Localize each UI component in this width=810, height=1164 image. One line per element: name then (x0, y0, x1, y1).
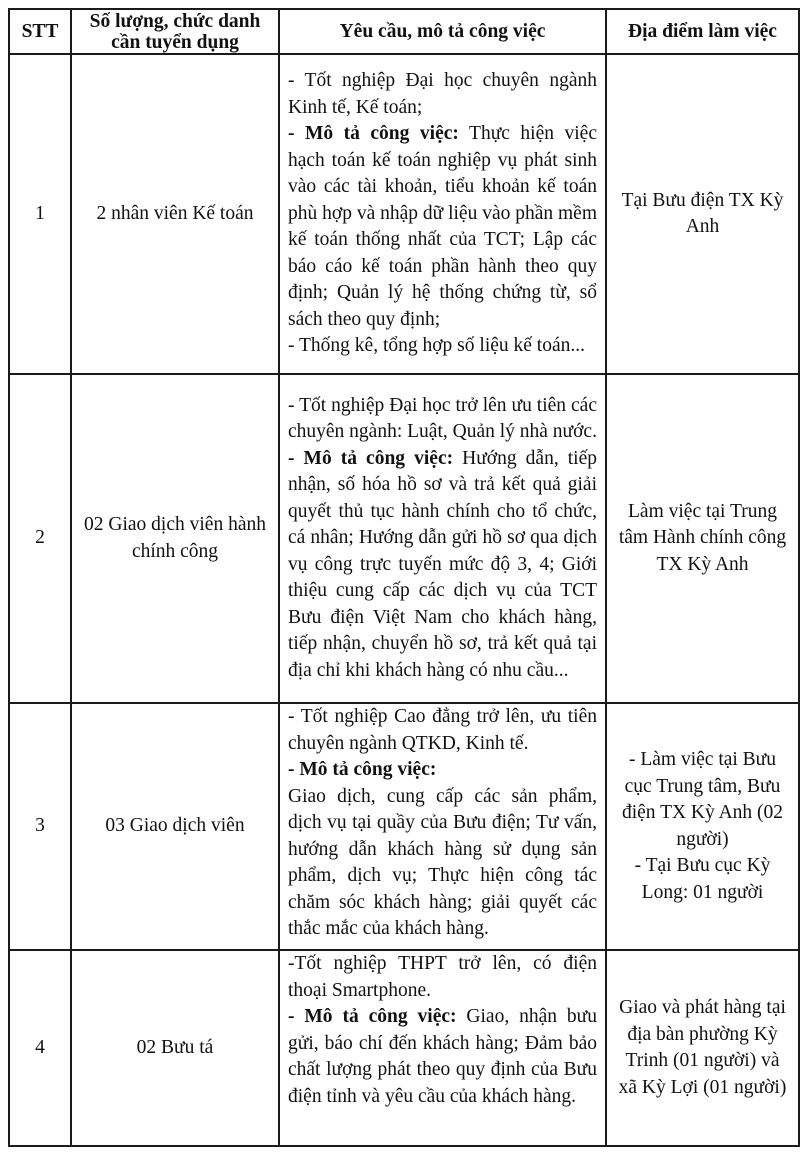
qualification-text: - Tốt nghiệp Đại học chuyên ngành Kinh tế, Kế toán; (288, 70, 597, 118)
qualification-text: - Tốt nghiệp Đại học trở lên ưu tiên các chuyên ngành: Luật, Quản lý nhà nước. (288, 394, 597, 443)
header-stt: STT (9, 9, 71, 54)
extra-text: - Thống kê, tổng hợp số liệu kế toán... (288, 335, 585, 357)
table-row (9, 54, 799, 374)
qualification-text: - Tốt nghiệp Cao đẳng trở lên, ưu tiên chuyên ngành QTKD, Kinh tế. (288, 706, 597, 754)
description-text: Giao dịch, cung cấp các sản phẩm, dịch vụ tại quầy của Bưu điện; Tư vấn, hướng dẫn khách hàng sử dụng sản phẩm, dịch vụ; Thực hiện công tác chăm sóc khách hàng; giải quyết các thắc mắc của khách hàng. (288, 785, 597, 939)
qualification-text: -Tốt nghiệp THPT trở lên, có điện thoại Smartphone. (288, 953, 597, 1001)
header-row (9, 9, 799, 54)
description-text: Hướng dẫn, tiếp nhận, số hóa hồ sơ và trả kết quả giải quyết thủ tục hành chính cho tổ chức, cá nhân; Hướng dẫn gửi hồ sơ qua dịch vụ công trực tuyến mức độ 3, 4; Giới thiệu cung cấp các dịch vụ của TCT Bưu điện Việt Nam cho khách hàng, tiếp nhận, chuyển hồ sơ, trả kết quả tại địa chỉ khi khách hàng có nhu cầu... (288, 447, 597, 681)
table-row (9, 950, 799, 1146)
description-label: - Mô tả công việc: (288, 123, 459, 145)
location-line: - Làm việc tại Bưu cục Trung tâm, Bưu điện TX Kỳ Anh (02 người) (621, 749, 784, 850)
description-label: - Mô tả công việc: (288, 447, 454, 469)
row-number: 4 (9, 950, 71, 1146)
location-cell (606, 703, 799, 950)
requirements-cell (279, 950, 606, 1146)
description-label: - Mô tả công việc: (288, 1006, 457, 1027)
location-cell: Giao và phát hàng tại địa bàn phường Kỳ Trinh (01 người) và xã Kỳ Lợi (01 người) (606, 950, 799, 1146)
job-description (288, 446, 597, 685)
location-cell: Làm việc tại Trung tâm Hành chính công TX Kỳ Anh (606, 374, 799, 703)
row-number: 2 (9, 374, 71, 703)
requirements-cell (279, 374, 606, 703)
header-position: Số lượng, chức danh cần tuyển dụng (71, 9, 279, 54)
position-cell: 02 Bưu tá (71, 950, 279, 1146)
row-number: 1 (9, 54, 71, 374)
location-line: - Tại Bưu cục Kỳ Long: 01 người (634, 855, 771, 903)
table-row (9, 703, 799, 950)
location-cell: Tại Bưu điện TX Kỳ Anh (606, 54, 799, 374)
header-location: Địa điểm làm việc (606, 9, 799, 54)
job-description (288, 1004, 597, 1110)
requirements-cell (279, 703, 606, 950)
description-label: - Mô tả công việc: (288, 759, 437, 780)
recruitment-table (8, 8, 800, 1147)
position-cell: 03 Giao dịch viên (71, 703, 279, 950)
position-cell: 02 Giao dịch viên hành chính công (71, 374, 279, 703)
description-text: Thực hiện việc hạch toán kế toán nghiệp vụ phát sinh vào các tài khoản, tiểu khoản kế toán phù hợp và nhập dữ liệu vào phần mềm kế toán thống nhất của TCT; Lập các báo cáo kế toán phần hành theo quy định; Quản lý hệ thống chứng từ, sổ sách theo quy định; (288, 123, 597, 330)
description-text: Giao, nhận bưu gửi, báo chí đến khách hàng; Đảm bảo chất lượng phát theo quy định của Bưu điện tỉnh và yêu cầu của khách hàng. (288, 1006, 597, 1107)
header-requirements: Yêu cầu, mô tả công việc (279, 9, 606, 54)
table-row (9, 374, 799, 703)
requirements-cell (279, 54, 606, 374)
position-cell: 2 nhân viên Kế toán (71, 54, 279, 374)
job-description (288, 121, 597, 333)
row-number: 3 (9, 703, 71, 950)
